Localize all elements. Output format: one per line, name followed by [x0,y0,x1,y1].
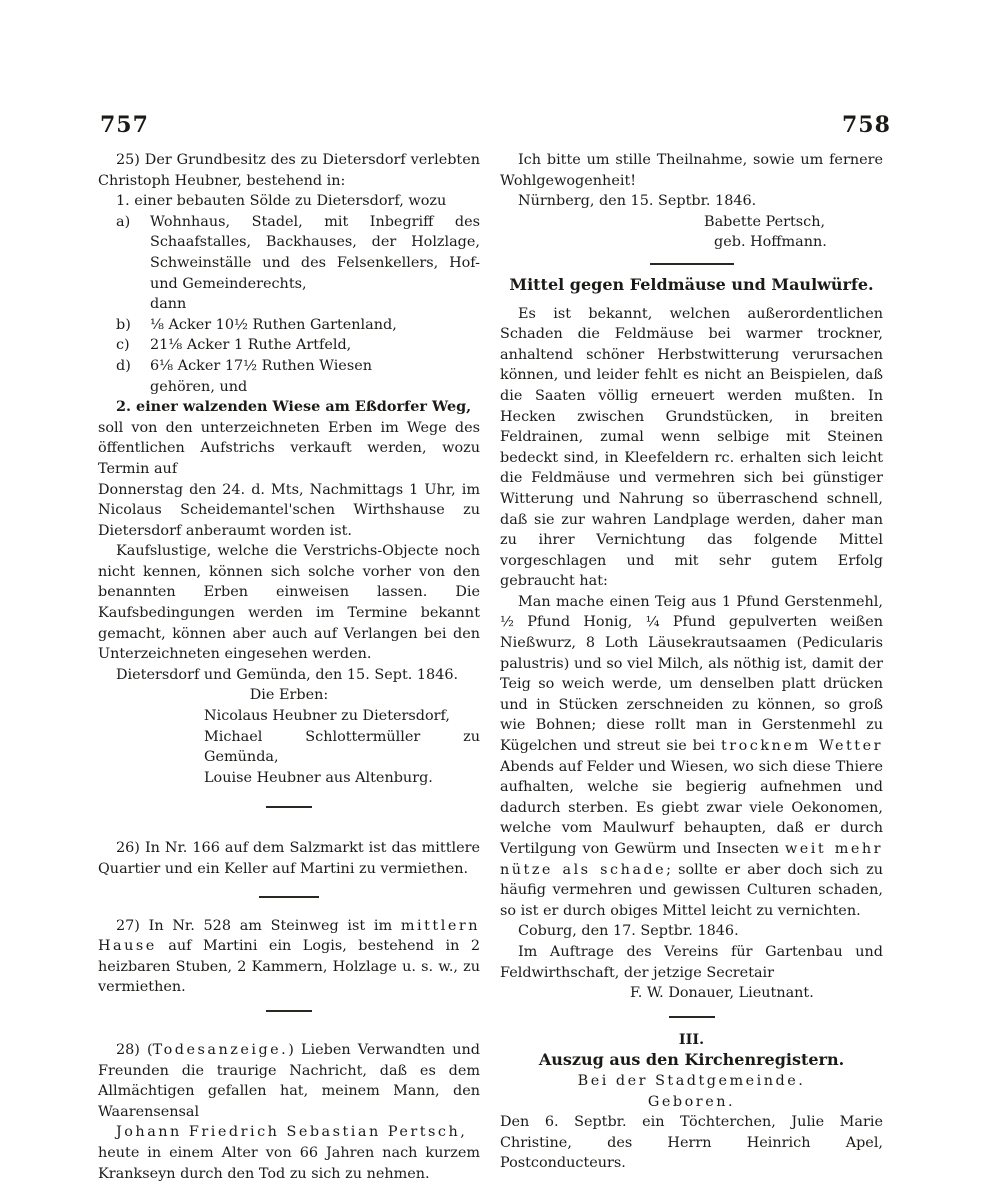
section-number: III. [678,1030,705,1048]
notice-25-item-2: 2. einer walzenden Wiese am Eßdorfer Weg, [116,398,472,416]
register-entry: Den 6. Septbr. ein Töchterchen, Julie Marie Christine, des Herrn Heinrich Apel, Postconducteurs. [500,1114,883,1172]
notice-28-num: 28) ( [116,1041,153,1058]
notice-25-dann: dann [150,296,187,313]
notice-27-post: auf Martini ein Logis, bestehend in 2 heizbaren Stuben, 2 Kammern, Holzlage u. s. w., zu vermiethen. [98,938,480,996]
notice-27 [98,916,480,998]
para-2-c: ; sollte er aber doch sich zu häufig vermehren und gewissen Culturen schaden, so ist er durch obiges Mittel leicht zu vernichten. [500,861,883,919]
heir-3: Louise Heubner aus Altenburg. [204,769,433,786]
notice-28-signature-nee: geb. Hoffmann. [714,234,827,251]
notice-28-place-date: Nürnberg, den 15. Septbr. 1846. [518,193,757,210]
article-paragraph-2 [500,592,883,922]
notice-25-item-d [98,356,480,377]
separator-rule [650,263,734,265]
notice-27-spaced: mittlern Hause [98,917,480,955]
notice-25-body-1: soll von den unterzeichneten Erben im Wege des öffentlichen Aufstrichs verkauft werden, wozu Termin auf [98,419,480,477]
notice-28-spaced: Todesanzeige. [152,1041,289,1058]
article-paragraph-1: Es ist bekannt, welchen außerordentlichen Schaden die Feldmäuse bei warmer trockner, anhaltend schöner Herbstwitterung verursachen können, und leider fehlt es nicht an Beispielen, daß die Saaten völlig erneuert werden mußten. In Hecken zwischen Grundstücken, in breiten Feldrainen, zumal wenn selbige mit Steinen bedeckt sind, in Kleefeldern rc. erhalten sich leicht die Feldmäuse und vermehren sich bei günstiger Witterung und Nahrung so überraschend schnell, daß sie zur wahren Landplage werden, daher man zu ihrer Vernichtung das folgende Mittel vorgeschlagen und mit sehr gutem Erfolg gebraucht hat: [500,305,883,590]
notice-26: 26) In Nr. 166 auf dem Salzmarkt ist das mittlere Quartier und ein Keller auf Martini zu vermiethen. [98,840,480,877]
notice-27-pre: 27) In Nr. 528 am Steinweg ist im [116,917,401,934]
page-number-left: 757 [100,112,149,138]
notice-25-gehoeren: gehören, und [150,378,248,395]
notice-25-item-c [98,335,480,356]
item-c-text: 21⅛ Acker 1 Ruthe Artfeld, [150,337,352,354]
separator-rule [266,806,312,808]
notice-25-item-1: 1. einer bebauten Sölde zu Dietersdorf, wozu [116,193,447,210]
parish-heading: Bei der Stadtgemeinde. [577,1072,806,1089]
article-signer: F. W. Donauer, Lieutnant. [630,985,814,1002]
item-a-text: Wohnhaus, Stadel, mit Inbegriff des Schaafstalles, Backhauses, der Holzlage, Schweinställe und des Felsenkellers, Hof- und Gemeinderechts, [150,213,480,292]
para-2-spaced-2: weit mehr nütze als schade [500,841,884,878]
page-number-right: 758 [842,112,891,138]
separator-rule [266,1010,312,1012]
item-a-label: a) [116,213,131,230]
para-2-a: Man mache einen Teig aus 1 Pfund Gerstenmehl, ½ Pfund Honig, ¼ Pfund gepulverten weißen Nießwurz, 8 Loth Läusekrautsaamen (Pedicularis palustris) und so viel Milch, als nöthig ist, damit der Teig so weich werde, um denselben platt drücken und in Stücken zerschneiden zu können, so groß wie Bohnen; diese rollt man in Gerstenmehl zu Kügelchen und streut sie bei [500,593,883,755]
notice-28-name: Johann Friedrich Sebastian Pertsch, [116,1124,468,1141]
item-b-text: ⅛ Acker 10½ Ruthen Gartenland, [150,316,397,333]
notice-25-place-date: Dietersdorf und Gemünda, den 15. Sept. 1846. [116,666,459,683]
separator-rule [259,896,319,898]
notice-28-continuation: Ich bitte um stille Theilnahme, sowie um fernere Wohlgewogenheit! [500,152,883,189]
article-commission: Im Auftrage des Vereins für Gartenbau und Feldwirthschaft, der jetzige Secretair [500,943,883,981]
notice-28-tail: heute in einem Alter von 66 Jahren nach kurzem Krankseyn durch den Tod zu sich zu nehmen. [98,1144,480,1182]
item-d-text: 6⅛ Acker 17½ Ruthen Wiesen [150,357,372,374]
article-heading: Mittel gegen Feldmäuse und Maulwürfe. [509,274,874,294]
item-d-label: d) [116,357,131,374]
notice-25 [98,150,480,788]
separator-rule [669,1016,715,1018]
notice-28 [98,1040,480,1122]
para-2-spaced-1: trocknem Wetter [720,738,883,755]
para-2-b: Abends auf Felder und Wiesen, wo sich diese Thiere aufhalten, welche sie begierig aufnehmen und dadurch sterben. Es giebt zwar viele Oekonomen, welche vom Maulwurf behaupten, daß er durch Vertilgung von Gewürm und Insecten [500,758,883,857]
left-column [98,150,480,1184]
notice-28-signature: Babette Pertsch, [704,213,826,230]
heir-1: Nicolaus Heubner zu Dietersdorf, [204,708,450,725]
born-heading: Geboren. [647,1093,736,1110]
article-place-date: Coburg, den 17. Septbr. 1846. [518,923,739,940]
notice-25-item-a [98,212,480,294]
heir-2: Michael Schlottermüller zu Gemünda, [204,728,480,766]
notice-25-heirs-title: Die Erben: [249,687,329,704]
notice-25-body-2: Donnerstag den 24. d. Mts, Nachmittags 1 Uhr, im Nicolaus Scheidemantel'schen Wirthshause zu Dietersdorf anberaumt worden ist. [98,481,480,539]
notice-25-item-b [98,315,480,336]
notice-25-intro: 25) Der Grundbesitz des zu Dietersdorf verlebten Christoph Heubner, bestehend in: [98,152,480,189]
item-b-label: b) [116,316,131,333]
notice-25-body-3: Kaufslustige, welche die Verstrichs-Objecte noch nicht kennen, können sich solche vorher von den benannten Erben einweisen lassen. Die Kaufsbedingungen werden im Termine bekannt gemacht, können aber auch auf Verlangen bei den Unterzeichneten eingesehen werden. [98,543,480,663]
item-c-label: c) [116,337,130,354]
right-column [500,150,883,1174]
notice-28-text: ) Lieben Verwandten und Freunden die traurige Nachricht, daß es dem Allmächtigen gefallen hat, meinem Mann, den Waarensensal [98,1041,480,1120]
section-title: Auszug aus den Kirchenregistern. [538,1050,845,1070]
